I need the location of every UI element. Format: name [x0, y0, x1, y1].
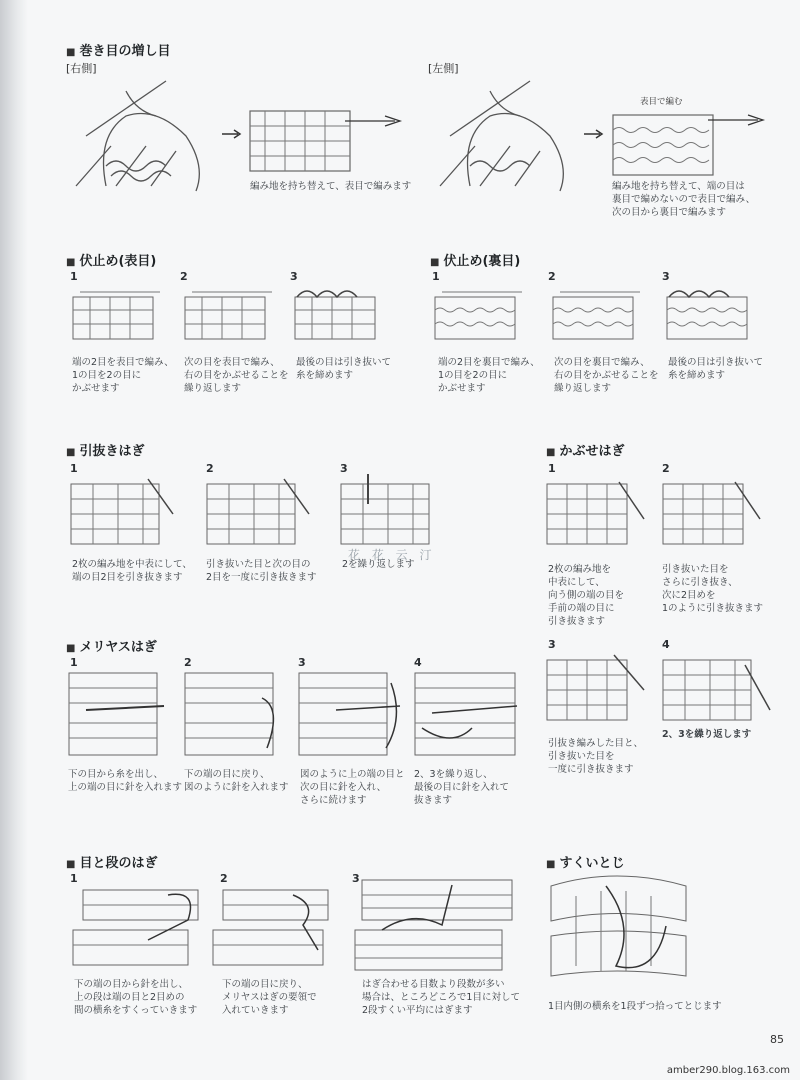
caption-right-side: 編み地を持ち替えて、表目で編みます [250, 181, 412, 192]
step-number: 1 [432, 270, 440, 283]
section-title-meriyasu-seam: ■ メリヤスはぎ [66, 636, 157, 655]
illustration-knit-fabric-2 [608, 100, 768, 180]
illustration-meriyasu-2 [182, 668, 287, 760]
note-knit-stitch: 表目で編む [640, 97, 683, 107]
illustration-cover-seam-2 [660, 474, 765, 552]
step-number: 3 [352, 872, 360, 885]
step-number: 1 [70, 462, 78, 475]
illustration-bindoff-knit-2 [182, 282, 277, 344]
caption-cover-seam-3: 引抜き編みした目と、 引き抜いた目を 一度に引き抜きます [548, 738, 644, 775]
caption-row-seam-3: はぎ合わせる目数より段数が多い 場合は、ところどころで1目に対して 2段すくい平均にはぎます [362, 979, 520, 1016]
illustration-meriyasu-3 [296, 668, 406, 760]
section-title-row-seam: ■ 目と段のはぎ [66, 852, 157, 871]
step-number: 2 [220, 872, 228, 885]
caption-left-side: 編み地を持ち替えて、端の目は 裏目で編めないので表目で編み、 次の目から裏目で編みます [612, 181, 756, 218]
step-number: 2 [662, 462, 670, 475]
caption-cover-seam-2: 引き抜いた目を さらに引き抜き、 次に2目めを 1のように引き抜きます [662, 564, 764, 614]
step-number: 2 [180, 270, 188, 283]
caption-row-seam-2: 下の端の目に戻り、 メリヤスはぎの要領で 入れていきます [222, 979, 317, 1016]
section-title-cover-seam: ■ かぶせはぎ [546, 440, 624, 459]
step-number: 1 [70, 872, 78, 885]
caption-bindoff-knit-2: 次の目を表目で編み、 右の目をかぶせることを 繰り返します [184, 357, 289, 394]
page-number: 85 [770, 1033, 784, 1046]
footer-url: amber290.blog.163.com [666, 1065, 790, 1076]
step-number: 4 [662, 638, 670, 651]
caption-bindoff-knit-1: 端の2目を表目で編み、 1の目を2の目に かぶせます [72, 357, 174, 394]
caption-slip-seam-2: 引き抜いた目と次の目の 2目を一度に引き抜きます [206, 559, 317, 583]
arrow-right-icon [220, 128, 244, 140]
illustration-cover-seam-3 [544, 650, 649, 728]
illustration-bindoff-knit-3 [292, 282, 387, 344]
caption-meriyasu-4: 2、3を繰り返し、 最後の目に針を入れて 抜きます [414, 769, 510, 806]
step-number: 2 [548, 270, 556, 283]
illustration-meriyasu-4 [412, 668, 522, 760]
section-title-bindoff-purl: ■ 伏止め(裏目) [430, 250, 520, 269]
illustration-slip-seam-2 [204, 474, 314, 552]
caption-bindoff-purl-2: 次の目を裏目で編み、 右の目をかぶせることを 繰り返します [554, 357, 659, 394]
illustration-bindoff-knit-1 [70, 282, 165, 344]
caption-sukui-seam: 1目内側の横糸を1段ずつ拾ってとじます [548, 1001, 722, 1012]
step-number: 1 [70, 270, 78, 283]
illustration-knit-fabric-1 [245, 96, 405, 176]
label-left-side: [左側] [428, 62, 459, 75]
illustration-cover-seam-4 [660, 650, 775, 728]
illustration-hand-left [430, 76, 580, 196]
caption-meriyasu-1: 下の目から糸を出し、 上の端の目に針を入れます [68, 769, 183, 793]
illustration-row-seam-3 [352, 870, 522, 980]
caption-cover-seam-4: 2、3を繰り返します [662, 729, 752, 740]
illustration-slip-seam-1 [68, 474, 178, 552]
caption-slip-seam-1: 2枚の編み地を中表にして、 端の目2目を引き抜きます [72, 559, 192, 583]
page-binding-shadow [0, 0, 28, 1080]
step-number: 1 [548, 462, 556, 475]
illustration-row-seam-2 [208, 880, 348, 970]
illustration-sukui-seam [546, 866, 696, 990]
step-number: 2 [184, 656, 192, 669]
illustration-bindoff-purl-1 [432, 282, 527, 344]
illustration-cover-seam-1 [544, 474, 649, 552]
caption-row-seam-1: 下の端の目から針を出し、 上の段は端の目と2目めの 間の横糸をすくっていきます [74, 979, 198, 1016]
caption-meriyasu-3: 図のように上の端の目と 次の目に針を入れ、 さらに続けます [300, 769, 405, 806]
step-number: 1 [70, 656, 78, 669]
section-title-cast-on: ■ 巻き目の増し目 [66, 40, 170, 59]
step-number: 2 [206, 462, 214, 475]
step-number: 3 [548, 638, 556, 651]
step-number: 3 [298, 656, 306, 669]
illustration-hand-right [66, 76, 216, 196]
section-title-sukui-seam: ■ すくいとじ [546, 852, 624, 871]
illustration-meriyasu-1 [66, 668, 171, 760]
section-title-bindoff-knit: ■ 伏止め(表目) [66, 250, 156, 269]
illustration-bindoff-purl-2 [550, 282, 645, 344]
illustration-bindoff-purl-3 [664, 282, 759, 344]
caption-cover-seam-1: 2枚の編み地を 中表にして、 向う側の端の目を 手前の端の目に 引き抜きます [548, 564, 625, 627]
step-number: 3 [340, 462, 348, 475]
caption-bindoff-purl-1: 端の2目を裏目で編み、 1の目を2の目に かぶせます [438, 357, 540, 394]
illustration-slip-seam-3 [338, 474, 448, 552]
caption-meriyasu-2: 下の端の目に戻り、 図のように針を入れます [184, 769, 289, 793]
section-title-slip-seam: ■ 引抜きはぎ [66, 440, 144, 459]
step-number: 4 [414, 656, 422, 669]
illustration-row-seam-1 [68, 880, 208, 970]
arrow-right-icon [582, 128, 606, 140]
caption-bindoff-knit-3: 最後の目は引き抜いて 糸を締めます [296, 357, 392, 381]
label-right-side: [右側] [66, 62, 97, 75]
step-number: 3 [662, 270, 670, 283]
watermark: 花 花 云 汀 [348, 548, 436, 562]
step-number: 3 [290, 270, 298, 283]
caption-slip-seam-3: 2を繰り返します [342, 559, 415, 570]
caption-bindoff-purl-3: 最後の目は引き抜いて 糸を締めます [668, 357, 764, 381]
